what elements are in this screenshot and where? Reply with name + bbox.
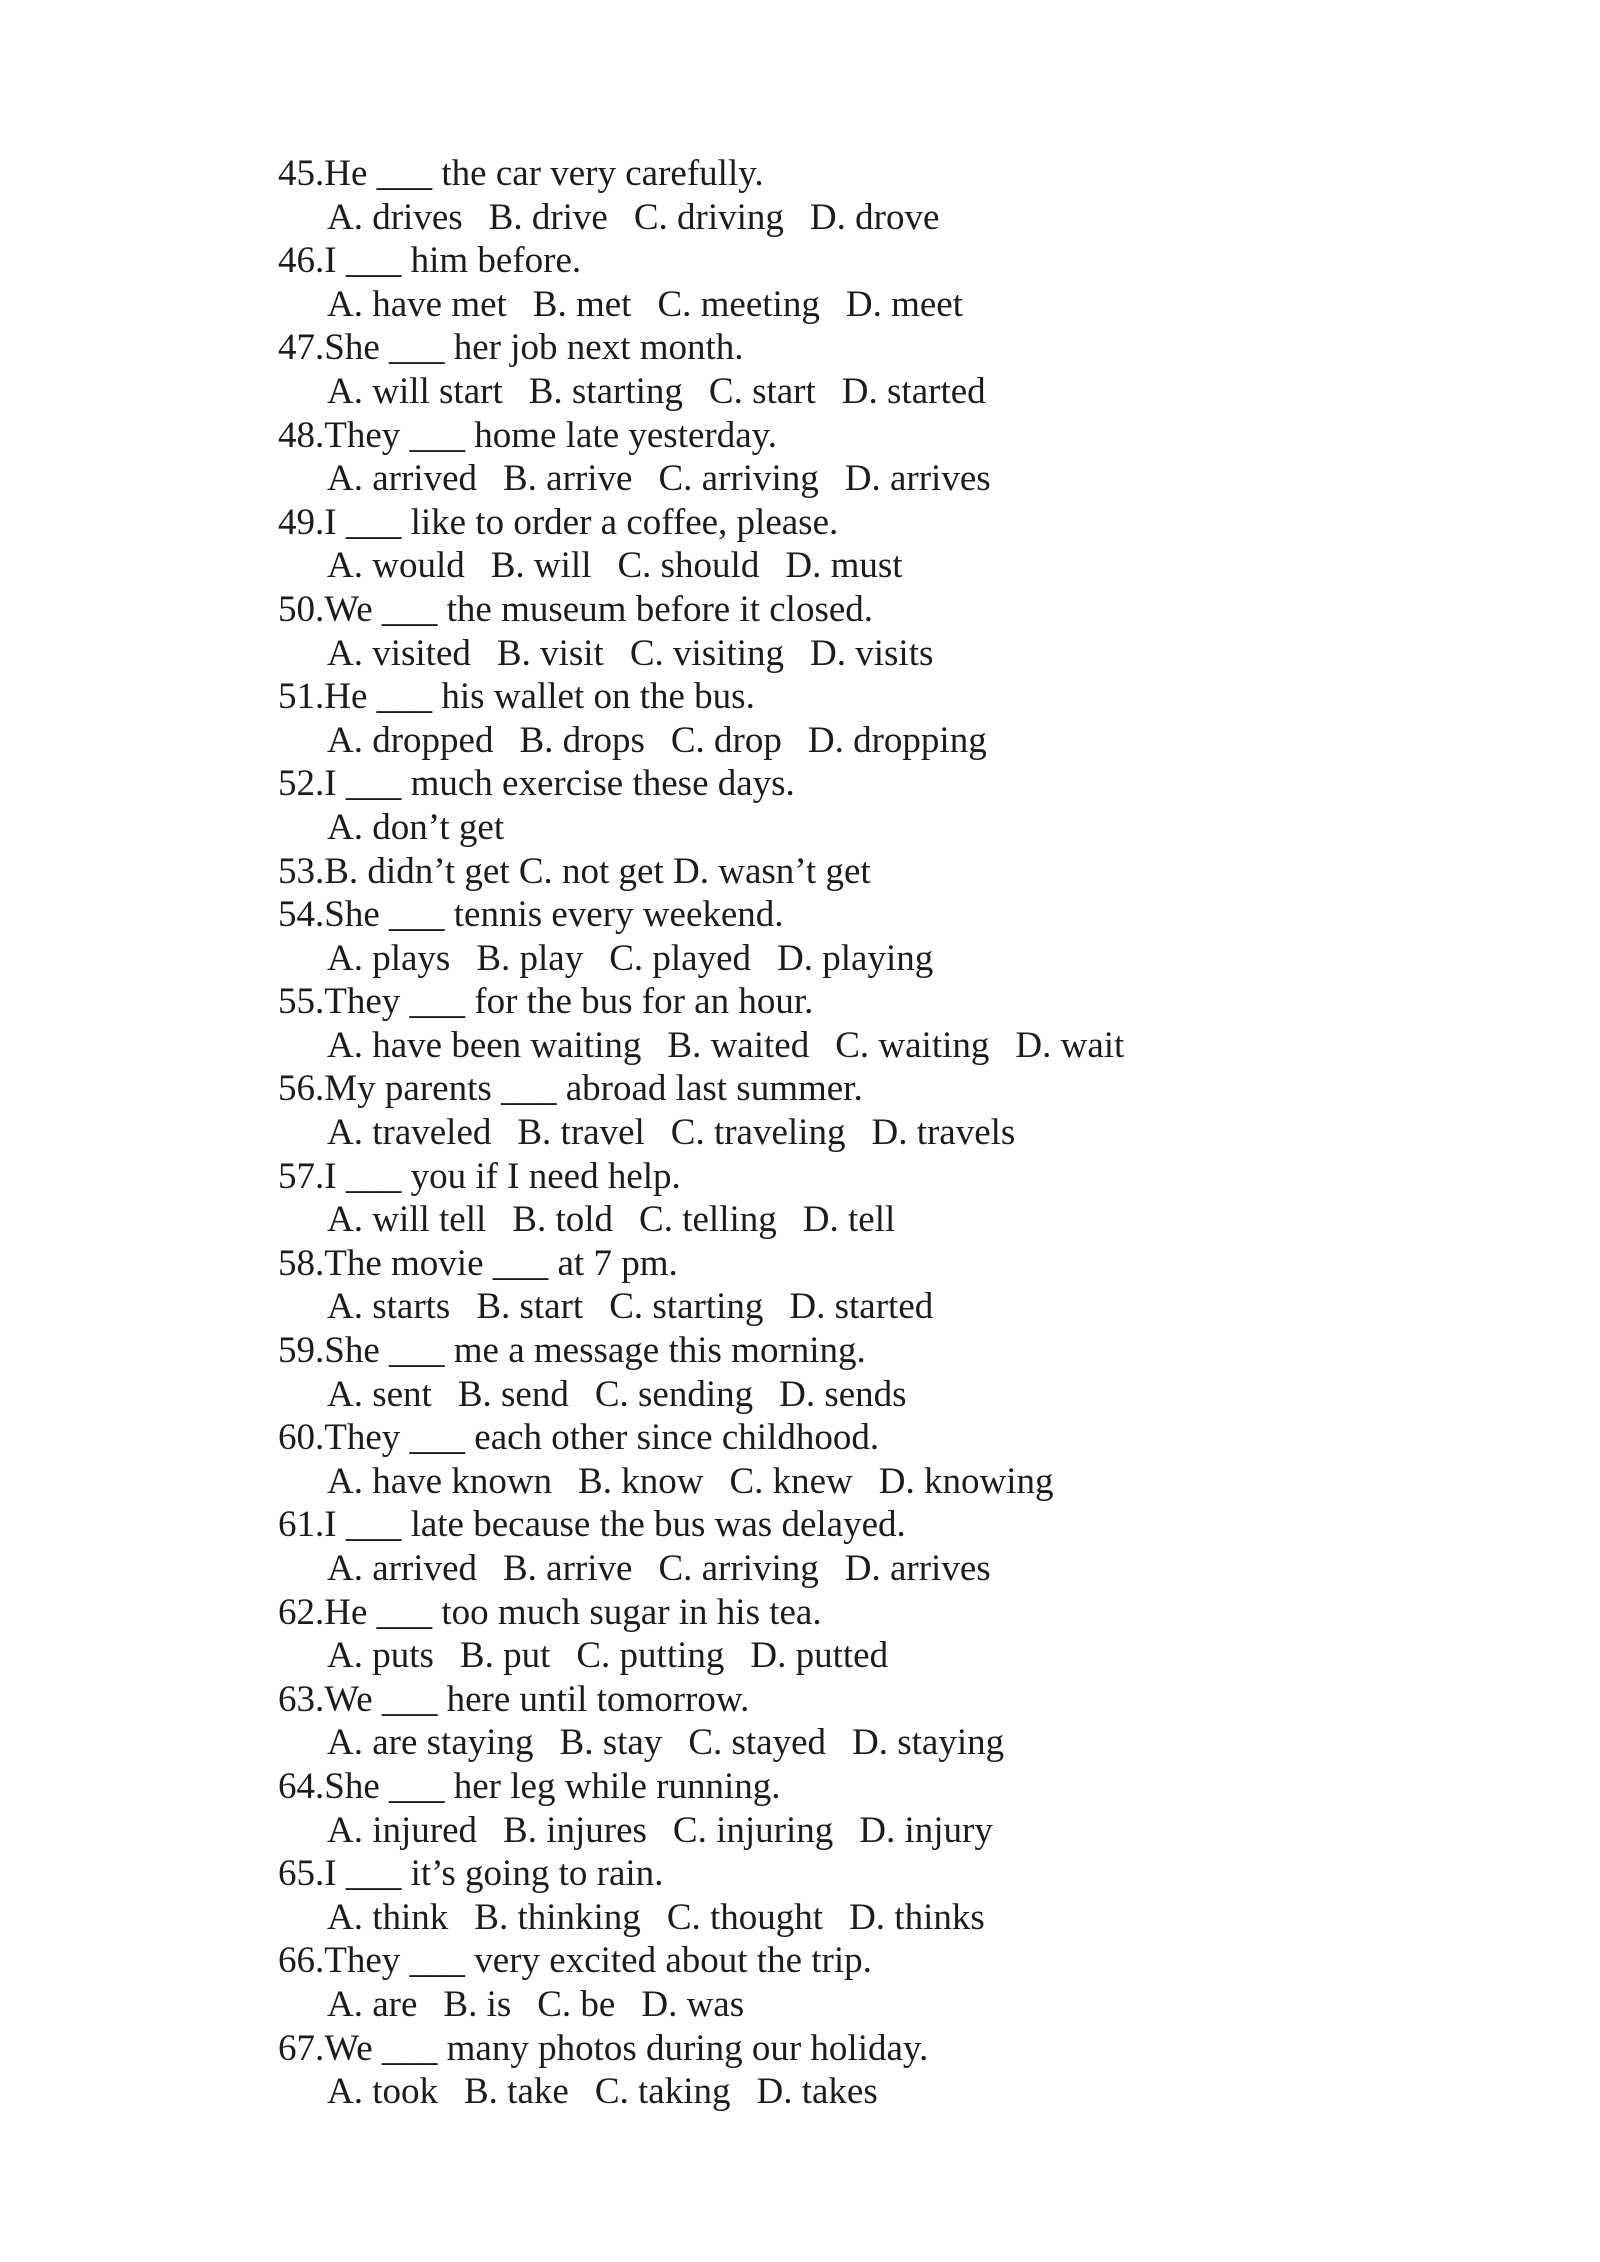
question-item bbox=[278, 1067, 1478, 1111]
question-item bbox=[278, 326, 1478, 370]
answer-option: D. playing bbox=[777, 937, 934, 979]
answer-option: B. travel bbox=[517, 1112, 645, 1154]
answer-option: A. drives bbox=[327, 196, 463, 238]
question-stem: He ___ his wallet on the bus. bbox=[324, 676, 755, 718]
answer-option: B. told bbox=[512, 1199, 614, 1241]
question-stem: B. didn’t get C. not get D. wasn’t get bbox=[324, 850, 871, 892]
answer-option: D. injury bbox=[859, 1809, 993, 1851]
option-row bbox=[278, 370, 1478, 414]
option-row bbox=[278, 1460, 1478, 1504]
answer-option: B. stay bbox=[559, 1722, 663, 1764]
answer-option: A. puts bbox=[327, 1635, 434, 1677]
answer-option: A. dropped bbox=[327, 719, 494, 761]
answer-option: A. will start bbox=[327, 370, 503, 412]
option-row bbox=[278, 2070, 1478, 2114]
option-row bbox=[278, 1896, 1478, 1940]
answer-option: D. takes bbox=[756, 2071, 878, 2113]
question-number: 52. bbox=[278, 763, 325, 805]
question-number: 55. bbox=[278, 981, 325, 1023]
answer-option: D. wait bbox=[1015, 1024, 1125, 1066]
answer-option: C. traveling bbox=[670, 1112, 846, 1154]
answer-option: A. have known bbox=[327, 1460, 553, 1502]
question-stem: I ___ him before. bbox=[324, 240, 582, 282]
question-number: 67. bbox=[278, 2027, 325, 2069]
option-row bbox=[278, 1111, 1478, 1155]
answer-option: A. visited bbox=[327, 632, 471, 674]
answer-option: A. are bbox=[327, 1983, 418, 2025]
question-number: 64. bbox=[278, 1765, 325, 1807]
option-row bbox=[278, 937, 1478, 981]
question-number: 53. bbox=[278, 850, 325, 892]
question-item bbox=[278, 1503, 1478, 1547]
answer-option: B. drops bbox=[519, 719, 645, 761]
question-stem: I ___ you if I need help. bbox=[324, 1155, 681, 1197]
answer-option: C. be bbox=[537, 1983, 616, 2025]
answer-option: D. travels bbox=[871, 1112, 1016, 1154]
answer-option: C. starting bbox=[609, 1286, 764, 1328]
answer-option: C. drop bbox=[670, 719, 782, 761]
question-stem: She ___ me a message this morning. bbox=[324, 1330, 866, 1372]
option-row bbox=[278, 1634, 1478, 1678]
answer-option: C. putting bbox=[576, 1635, 725, 1677]
answer-option: B. send bbox=[457, 1373, 569, 1415]
answer-option: C. driving bbox=[633, 196, 784, 238]
answer-option: C. visiting bbox=[629, 632, 785, 674]
question-item bbox=[278, 2027, 1478, 2071]
answer-option: D. was bbox=[641, 1983, 745, 2025]
answer-option: C. telling bbox=[639, 1199, 777, 1241]
option-row bbox=[278, 1809, 1478, 1853]
option-row bbox=[278, 719, 1478, 763]
answer-option: D. tell bbox=[802, 1199, 896, 1241]
question-stem: They ___ home late yesterday. bbox=[324, 414, 777, 456]
question-item bbox=[278, 501, 1478, 545]
answer-option: A. arrived bbox=[327, 458, 477, 500]
answer-option: B. is bbox=[443, 1983, 512, 2025]
answer-option: A. traveled bbox=[327, 1112, 492, 1154]
answer-option: C. start bbox=[708, 370, 816, 412]
question-stem: She ___ her leg while running. bbox=[324, 1765, 781, 1807]
question-stem: The movie ___ at 7 pm. bbox=[324, 1242, 678, 1284]
answer-option: B. arrive bbox=[503, 1548, 633, 1589]
answer-option: B. play bbox=[476, 937, 584, 979]
answer-option: D. arrives bbox=[844, 1548, 991, 1589]
question-stem: They ___ each other since childhood. bbox=[324, 1417, 880, 1459]
question-number: 60. bbox=[278, 1417, 325, 1459]
question-number: 56. bbox=[278, 1068, 325, 1110]
question-stem: We ___ the museum before it closed. bbox=[324, 588, 874, 630]
question-stem: I ___ like to order a coffee, please. bbox=[324, 501, 839, 543]
answer-option: B. met bbox=[532, 283, 632, 325]
answer-option: D. started bbox=[789, 1286, 934, 1328]
question-item bbox=[278, 850, 1478, 894]
answer-option: C. injuring bbox=[672, 1809, 834, 1851]
question-item bbox=[278, 414, 1478, 458]
answer-option: B. will bbox=[490, 545, 592, 587]
option-row bbox=[278, 1198, 1478, 1242]
question-item bbox=[278, 239, 1478, 283]
option-row bbox=[278, 196, 1478, 240]
answer-option: C. meeting bbox=[657, 283, 820, 325]
question-item bbox=[278, 893, 1478, 937]
answer-option: D. sends bbox=[779, 1373, 907, 1415]
question-item bbox=[278, 675, 1478, 719]
question-item bbox=[278, 1678, 1478, 1722]
answer-option: A. have been waiting bbox=[327, 1024, 642, 1066]
answer-option: B. visit bbox=[496, 632, 604, 674]
question-item bbox=[278, 1416, 1478, 1460]
answer-option: C. knew bbox=[729, 1460, 853, 1502]
answer-option: A. sent bbox=[327, 1373, 432, 1415]
answer-option: C. waiting bbox=[835, 1024, 990, 1066]
option-row bbox=[278, 457, 1478, 501]
answer-option: D. visits bbox=[810, 632, 934, 674]
question-number: 63. bbox=[278, 1678, 325, 1720]
question-item bbox=[278, 980, 1478, 1024]
option-row bbox=[278, 1373, 1478, 1417]
answer-option: C. taking bbox=[594, 2071, 731, 2113]
question-number: 65. bbox=[278, 1853, 325, 1895]
answer-option: C. arriving bbox=[658, 458, 819, 500]
question-number: 46. bbox=[278, 240, 325, 282]
answer-option: C. sending bbox=[594, 1373, 754, 1415]
question-number: 59. bbox=[278, 1330, 325, 1372]
answer-option: C. should bbox=[617, 545, 760, 587]
question-number: 58. bbox=[278, 1242, 325, 1284]
answer-option: C. arriving bbox=[658, 1548, 819, 1589]
question-item bbox=[278, 1591, 1478, 1635]
answer-option: A. would bbox=[327, 545, 465, 587]
question-number: 50. bbox=[278, 588, 325, 630]
answer-option: D. staying bbox=[852, 1722, 1005, 1764]
answer-option: D. knowing bbox=[878, 1460, 1054, 1502]
option-row bbox=[278, 1024, 1478, 1068]
option-row bbox=[278, 806, 1478, 850]
answer-option: A. are staying bbox=[327, 1722, 534, 1764]
question-number: 62. bbox=[278, 1591, 325, 1633]
answer-option: B. know bbox=[578, 1460, 704, 1502]
question-item bbox=[278, 1765, 1478, 1809]
answer-option: C. stayed bbox=[688, 1722, 827, 1764]
option-row bbox=[278, 1983, 1478, 2027]
question-stem: My parents ___ abroad last summer. bbox=[324, 1068, 863, 1110]
option-row bbox=[278, 632, 1478, 676]
answer-option: A. will tell bbox=[327, 1199, 487, 1241]
answer-option: D. started bbox=[841, 370, 986, 412]
answer-option: D. putted bbox=[750, 1635, 889, 1677]
question-item bbox=[278, 1329, 1478, 1373]
question-stem: We ___ here until tomorrow. bbox=[324, 1678, 750, 1720]
answer-option: C. played bbox=[609, 937, 752, 979]
question-item bbox=[278, 1852, 1478, 1896]
question-number: 66. bbox=[278, 1940, 325, 1982]
question-number: 47. bbox=[278, 327, 325, 369]
answer-option: B. start bbox=[476, 1286, 584, 1328]
answer-option: D. drove bbox=[809, 196, 940, 238]
question-stem: They ___ for the bus for an hour. bbox=[324, 981, 814, 1023]
question-number: 45. bbox=[278, 153, 325, 194]
answer-option: B. arrive bbox=[503, 458, 633, 500]
answer-option: A. took bbox=[327, 2071, 438, 2113]
question-number: 54. bbox=[278, 894, 325, 936]
answer-option: D. thinks bbox=[849, 1896, 985, 1938]
option-row bbox=[278, 1721, 1478, 1765]
option-row bbox=[278, 1285, 1478, 1329]
answer-option: B. drive bbox=[488, 196, 608, 238]
question-item bbox=[278, 588, 1478, 632]
answer-option: D. dropping bbox=[807, 719, 987, 761]
answer-option: A. don’t get bbox=[327, 806, 505, 848]
option-row bbox=[278, 283, 1478, 327]
answer-option: A. arrived bbox=[327, 1548, 477, 1589]
question-item bbox=[278, 1939, 1478, 1983]
answer-option: B. take bbox=[464, 2071, 569, 2113]
question-number: 57. bbox=[278, 1155, 325, 1197]
question-item bbox=[278, 1155, 1478, 1199]
answer-option: C. thought bbox=[666, 1896, 824, 1938]
answer-option: B. starting bbox=[528, 370, 683, 412]
question-item bbox=[278, 1242, 1478, 1286]
question-stem: She ___ her job next month. bbox=[324, 327, 744, 369]
question-stem: She ___ tennis every weekend. bbox=[324, 894, 784, 936]
question-item bbox=[278, 762, 1478, 806]
answer-option: B. put bbox=[459, 1635, 551, 1677]
question-stem: I ___ late because the bus was delayed. bbox=[324, 1504, 906, 1546]
question-number: 48. bbox=[278, 414, 325, 456]
answer-option: D. must bbox=[785, 545, 903, 587]
answer-option: D. arrives bbox=[844, 458, 991, 500]
answer-option: A. plays bbox=[327, 937, 451, 979]
question-stem: They ___ very excited about the trip. bbox=[324, 1940, 872, 1982]
question-stem: I ___ much exercise these days. bbox=[324, 763, 795, 805]
answer-option: A. have met bbox=[327, 283, 507, 325]
answer-option: A. injured bbox=[327, 1809, 478, 1851]
question-stem: He ___ too much sugar in his tea. bbox=[324, 1591, 822, 1633]
question-stem: I ___ it’s going to rain. bbox=[324, 1853, 664, 1895]
option-row bbox=[278, 1547, 1478, 1591]
answer-option: B. thinking bbox=[474, 1896, 641, 1938]
answer-option: B. injures bbox=[503, 1809, 647, 1851]
answer-option: D. meet bbox=[845, 283, 963, 325]
answer-option: B. waited bbox=[667, 1024, 810, 1066]
question-list bbox=[278, 152, 1478, 2114]
question-stem: He ___ the car very carefully. bbox=[324, 153, 764, 194]
question-item bbox=[278, 152, 1478, 196]
question-number: 51. bbox=[278, 676, 325, 718]
question-number: 61. bbox=[278, 1504, 325, 1546]
answer-option: A. starts bbox=[327, 1286, 451, 1328]
question-stem: We ___ many photos during our holiday. bbox=[324, 2027, 929, 2069]
question-number: 49. bbox=[278, 501, 325, 543]
option-row bbox=[278, 544, 1478, 588]
answer-option: A. think bbox=[327, 1896, 449, 1938]
